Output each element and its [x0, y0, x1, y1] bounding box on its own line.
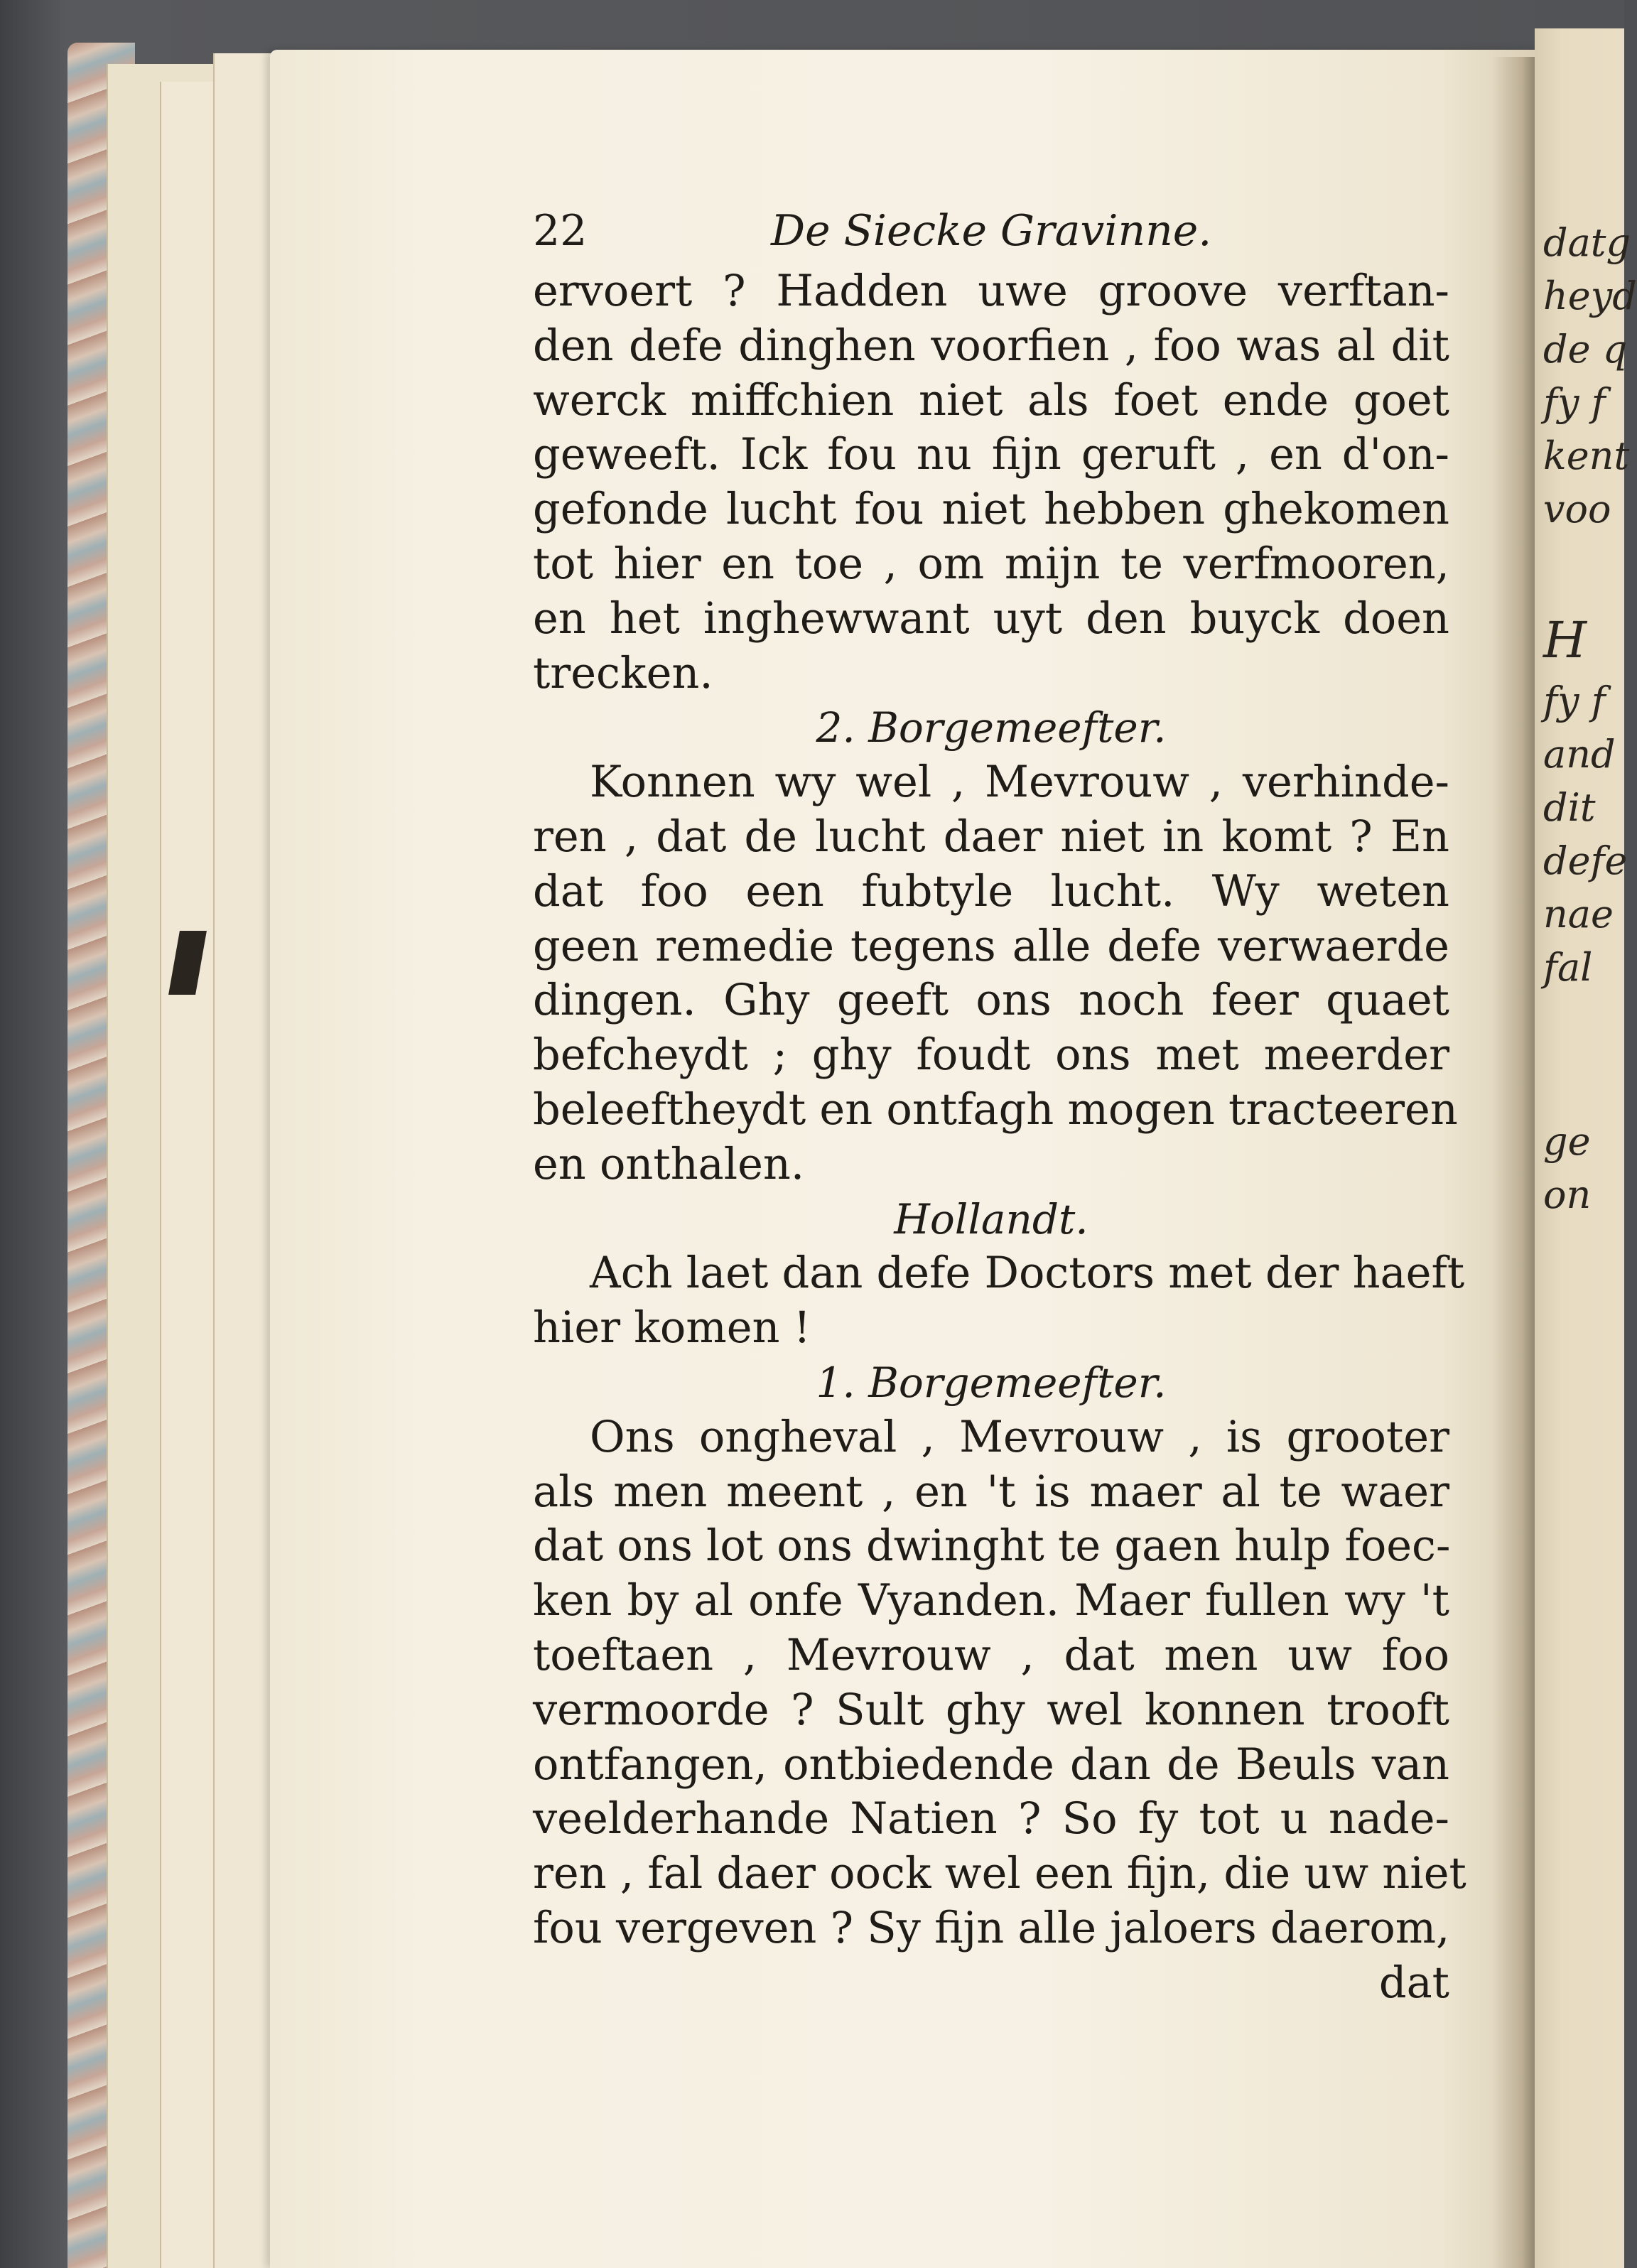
text-line: Ons ongheval , Mevrouw , is grooter — [590, 1412, 1449, 1462]
text-line: trecken. — [533, 648, 713, 698]
text-line: hier komen ! — [533, 1303, 811, 1354]
facing-text-fragment: on — [1543, 1172, 1592, 1217]
text-line: en onthalen. — [533, 1139, 805, 1189]
facing-text-fragment: fy f — [1543, 380, 1606, 425]
text-line: fou vergeven ? Sy fijn alle jaloers daerom, — [533, 1903, 1450, 1953]
text-line: dingen. Ghy geeft ons noch feer quaet — [533, 976, 1449, 1026]
text-line: beleeftheydt en ontfagh mogen tracteeren — [533, 1084, 1458, 1135]
text-line: ontfangen, ontbiedende dan de Beuls van — [533, 1739, 1449, 1790]
running-header — [533, 206, 1449, 264]
text-line: toeftaen , Mevrouw , dat men uw foo — [533, 1630, 1449, 1680]
book-page-right-fragment — [1535, 28, 1637, 2268]
text-line: gefonde lucht fou niet hebben ghekomen — [533, 485, 1449, 535]
facing-text-fragment: de q — [1543, 327, 1628, 372]
facing-text-fragment: ge — [1543, 1119, 1591, 1164]
facing-text-fragment: fy f — [1543, 679, 1606, 723]
catchword: dat — [1378, 1958, 1449, 2008]
page-text-block — [533, 206, 1466, 2011]
facing-text-fragment: defe — [1543, 838, 1628, 883]
facing-text-fragment: heyd — [1543, 274, 1637, 318]
facing-text-fragment: and — [1543, 732, 1616, 777]
text-line: veelderhande Natien ? So fy tot u nade- — [533, 1794, 1449, 1845]
text-line: geen remedie tegens alle defe verwaerde — [533, 921, 1449, 971]
book-gutter — [1492, 57, 1535, 2268]
speaker-heading: Hollandt. — [894, 1194, 1088, 1243]
running-title: De Siecke Gravinne. — [771, 206, 1212, 256]
facing-text-fragment: voo — [1543, 487, 1611, 531]
text-line: en het inghewwant uyt den buyck doen — [533, 593, 1449, 644]
text-line: dat foo een fubtyle lucht. Wy weten — [533, 866, 1449, 917]
speaker-heading: 2. Borgemeefter. — [816, 703, 1167, 752]
facing-text-fragment: nae — [1543, 892, 1614, 936]
text-line: werck miffchien niet als foet ende goet — [533, 375, 1449, 426]
facing-text-fragment: kent — [1543, 433, 1630, 478]
text-line: dat ons lot ons dwinght te gaen hulp foec- — [533, 1521, 1451, 1572]
text-line: ken by al onfe Vyanden. Maer fullen wy 't — [533, 1576, 1449, 1626]
text-line: befcheydt ; ghy foudt ons met meerder — [533, 1030, 1449, 1081]
facing-text-fragment: fal — [1543, 945, 1593, 990]
text-line: geweeft. Ick fou nu fijn geruft , en d'on- — [533, 430, 1449, 480]
text-line: vermoorde ? Sult ghy wel konnen trooft — [533, 1685, 1449, 1735]
text-line: ren , dat de lucht daer niet in komt ? En — [533, 811, 1449, 862]
facing-text-fragment: datg — [1543, 220, 1631, 265]
facing-text-fragment: H — [1543, 611, 1587, 669]
text-line: tot hier en toe , om mijn te verfmooren, — [533, 539, 1449, 589]
facing-text-fragment: dit — [1543, 785, 1596, 830]
text-line: ervoert ? Hadden uwe groove verftan- — [533, 266, 1449, 316]
text-line: Konnen wy wel , Mevrouw , verhinde- — [590, 757, 1449, 808]
page-number: 22 — [533, 206, 588, 256]
text-line: ren , fal daer oock wel een fijn, die uw niet — [533, 1849, 1466, 1899]
text-line: den defe dinghen voorfien , foo was al dit — [533, 320, 1449, 371]
text-line: Ach laet dan defe Doctors met der haeft — [590, 1248, 1465, 1299]
speaker-heading: 1. Borgemeefter. — [816, 1358, 1167, 1407]
text-line: als men meent , en 't is maer al te waer — [533, 1467, 1449, 1517]
